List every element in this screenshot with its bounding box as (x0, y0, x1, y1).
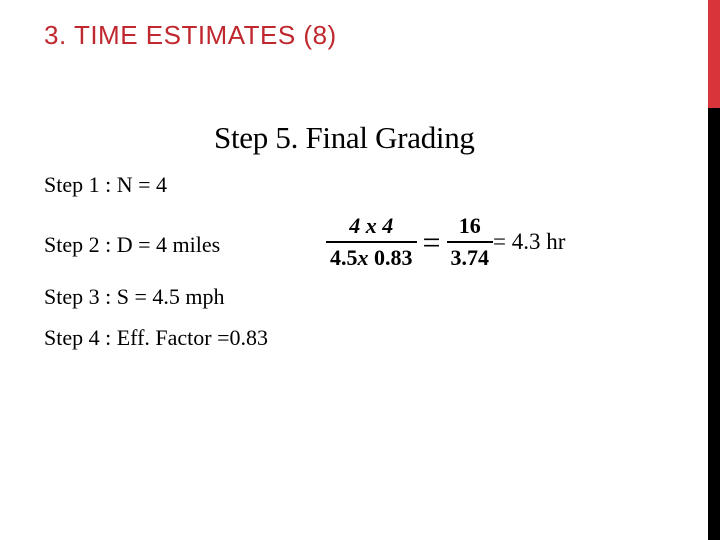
grading-formula (326, 212, 565, 272)
sidebar-bar (708, 0, 720, 540)
step-4: Step 4 : Eff. Factor =0.83 (44, 325, 269, 350)
fraction-1-bar (326, 241, 417, 243)
fraction-1-denominator: 4.5x 0.83 (330, 245, 413, 270)
formula-result: = 4.3 hr (493, 229, 566, 254)
sidebar-accent (708, 0, 720, 108)
fraction-2-denominator: 3.74 (450, 245, 490, 270)
step-1: Step 1 : N = 4 (44, 172, 168, 197)
fraction-2-numerator: 16 (458, 213, 481, 238)
fraction-1 (326, 212, 417, 272)
fraction-1-numerator: 4 x 4 (349, 213, 394, 238)
step-2: Step 2 : D = 4 miles (44, 232, 221, 257)
fraction-2 (447, 212, 494, 272)
equals-sign: = (422, 223, 441, 260)
slide-title: 3. TIME ESTIMATES (8) (44, 20, 337, 50)
step-3: Step 3 : S = 4.5 mph (44, 284, 225, 309)
slide-subtitle: Step 5. Final Grading (214, 120, 475, 155)
fraction-2-bar (447, 241, 494, 243)
